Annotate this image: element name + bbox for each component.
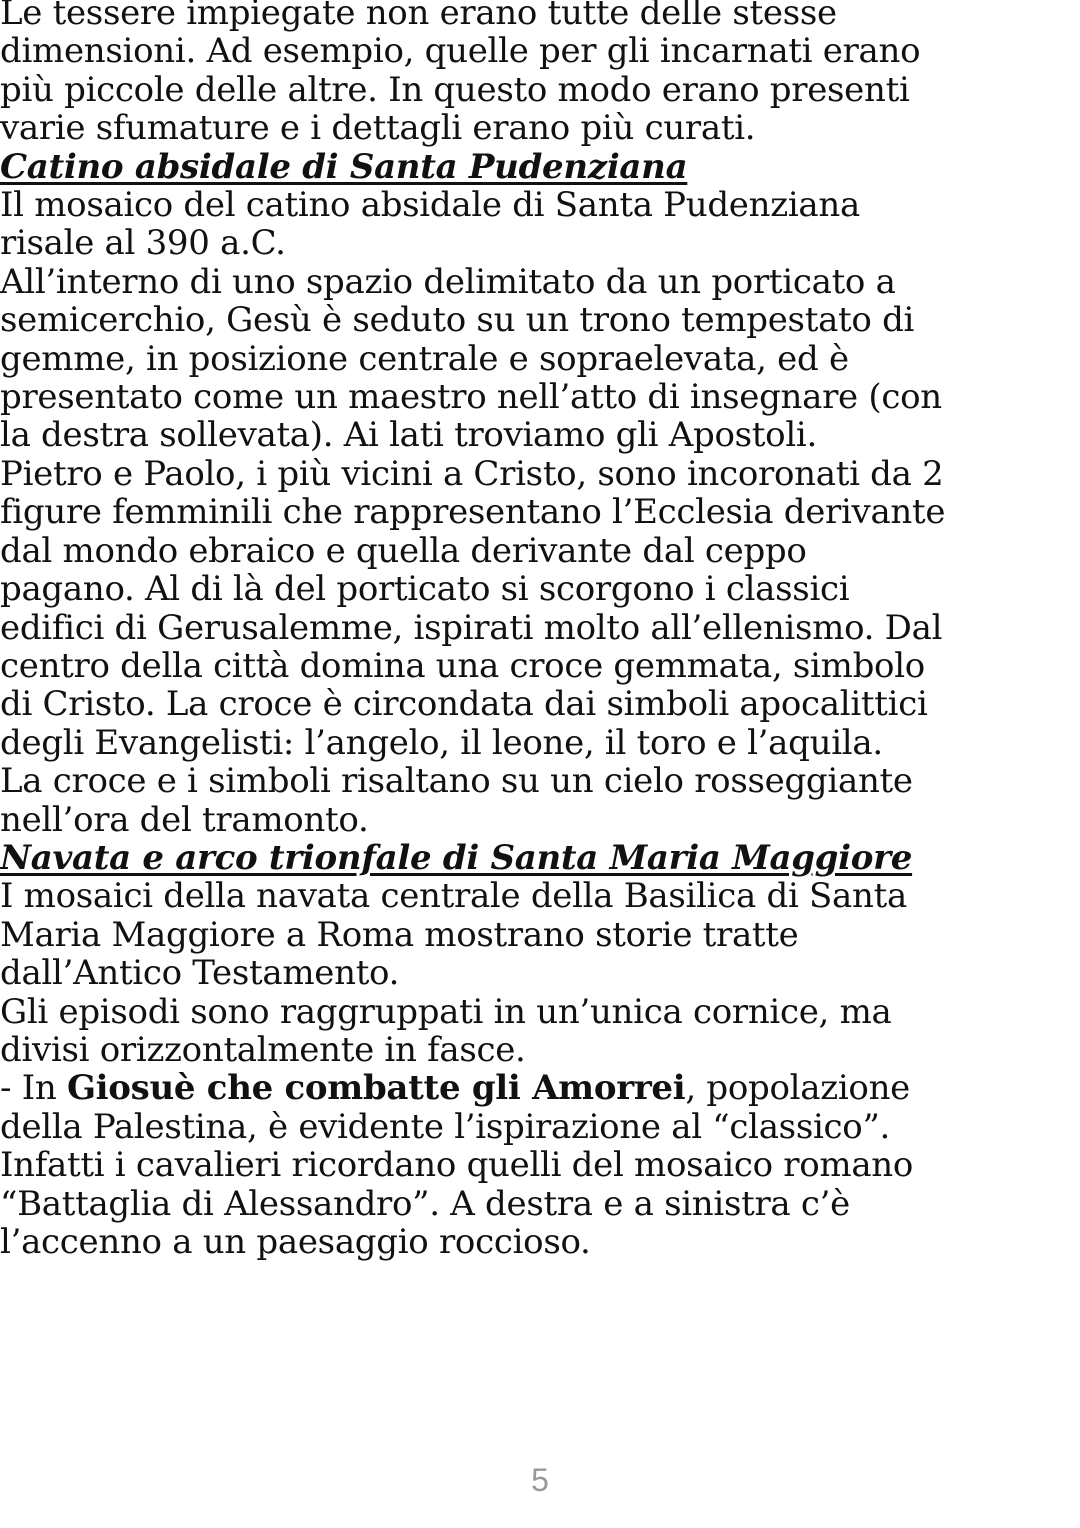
section-heading: Navata e arco trionfale di Santa Maria Maggiore [0,837,913,878]
text-line: Le tessere impiegate non erano tutte delle stesse [0,0,837,33]
text-line: risale al 390 a.C. [0,223,286,264]
text-line: dall’Antico Testamento. [0,953,400,994]
text-span: - In [0,1068,67,1109]
text-line: Gli episodi sono raggruppati in un’unica cornice, ma [0,991,892,1032]
text-line: gemme, in posizione centrale e sopraelevata, ed è [0,338,849,379]
text-line: Infatti i cavalieri ricordano quelli del mosaico romano [0,1145,914,1186]
bold-text: Giosuè che combatte gli Amorrei [66,1068,686,1109]
text-line: edifici di Gerusalemme, ispirati molto all’ellenismo. Dal [0,607,943,648]
text-line: semicerchio, Gesù è seduto su un trono tempestato di [0,300,915,341]
text-line: pagano. Al di là del porticato si scorgono i classici [0,569,850,610]
text-line: Maria Maggiore a Roma mostrano storie tratte [0,914,799,955]
text-line: l’accenno a un paesaggio roccioso. [0,1222,591,1262]
text-line: della Palestina, è evidente l’ispirazione al “classico”. [0,1106,891,1147]
text-line [0,1069,1080,1107]
text-line: I mosaici della navata centrale della Basilica di Santa [0,876,907,917]
text-line: dimensioni. Ad esempio, quelle per gli incarnati erano [0,31,921,72]
text-line: più piccole delle altre. In questo modo erano presenti [0,69,910,110]
text-line: Il mosaico del catino absidale di Santa Pudenziana [0,185,860,226]
text-line: nell’ora del tramonto. [0,799,369,840]
text-line: varie sfumature e i dettagli erano più curati. [0,108,756,149]
text-line: Pietro e Paolo, i più vicini a Cristo, sono incoronati da 2 [0,453,944,494]
text-line: la destra sollevata). Ai lati troviamo gli Apostoli. [0,415,817,456]
text-line: degli Evangelisti: l’angelo, il leone, il toro e l’aquila. [0,722,883,763]
text-span: , popolazione [685,1068,910,1109]
page-number: 5 [531,1462,549,1498]
text-line: centro della città domina una croce gemmata, simbolo [0,645,925,686]
section-heading: Catino absidale di Santa Pudenziana [0,146,688,187]
text-line: “Battaglia di Alessandro”. A destra e a sinistra c’è [0,1183,850,1224]
text-line: All’interno di uno spazio delimitato da un porticato a [0,261,896,302]
text-line: dal mondo ebraico e quella derivante dal ceppo [0,530,807,571]
text-line: La croce e i simboli risaltano su un cielo rosseggiante [0,761,913,802]
text-line: presentato come un maestro nell’atto di insegnare (con [0,377,942,418]
text-line: divisi orizzontalmente in fasce. [0,1029,526,1070]
text-line: di Cristo. La croce è circondata dai simboli apocalittici [0,684,928,725]
text-line: figure femminili che rappresentano l’Ecclesia derivante [0,492,946,533]
